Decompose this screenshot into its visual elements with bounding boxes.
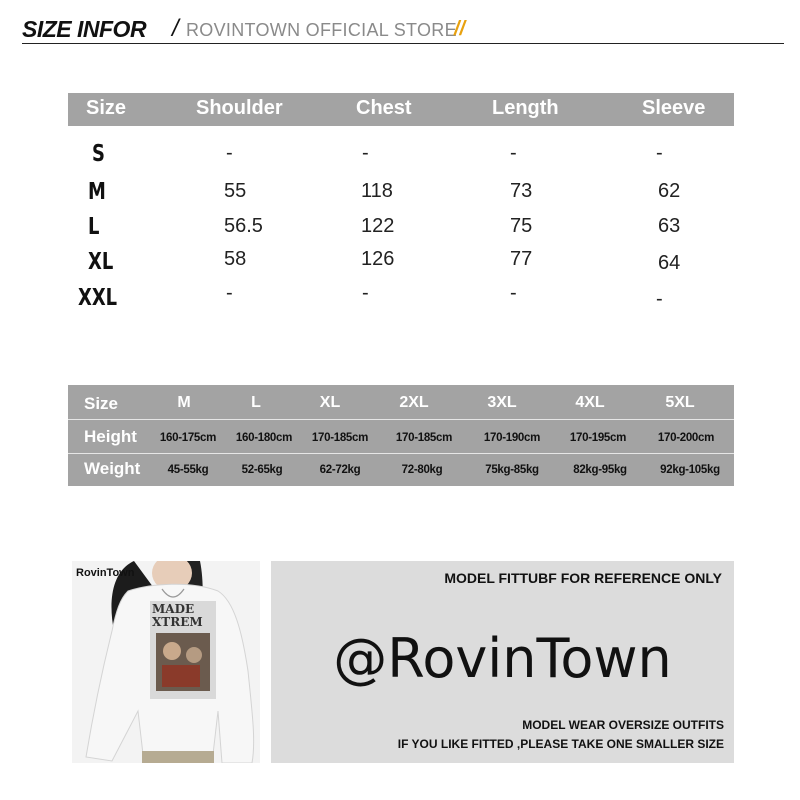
column-header-xl: XL bbox=[319, 394, 341, 411]
weight-value: 62-72kg bbox=[319, 464, 361, 476]
column-header-5xl: 5XL bbox=[665, 394, 695, 411]
height-value: 160-180cm bbox=[235, 432, 293, 444]
height-value: 160-175cm bbox=[159, 432, 217, 444]
height-value: 170-190cm bbox=[483, 432, 541, 444]
store-name: ROVINTOWN OFFICIAL STORE bbox=[186, 20, 457, 40]
column-header-2xl: 2XL bbox=[399, 394, 429, 411]
weight-row bbox=[68, 454, 734, 487]
column-header-m: M bbox=[177, 394, 191, 411]
column-header-size: Size bbox=[84, 394, 119, 413]
sleeve-value: - bbox=[656, 288, 663, 310]
chest-value: 118 bbox=[361, 180, 393, 202]
model-note-line-2: IF YOU LIKE FITTED ,PLEASE TAKE ONE SMALLER SIZE bbox=[397, 737, 724, 751]
size-table-header bbox=[68, 93, 734, 126]
weight-value: 92kg-105kg bbox=[660, 464, 720, 476]
sleeve-value: 63 bbox=[658, 215, 681, 237]
column-header-shoulder: Shoulder bbox=[196, 97, 283, 119]
size-label: S bbox=[92, 141, 105, 167]
header-divider bbox=[22, 43, 784, 44]
page-title: SIZE INFOR bbox=[22, 16, 147, 42]
height-row bbox=[68, 420, 734, 453]
weight-value: 72-80kg bbox=[401, 464, 443, 476]
column-header-sleeve: Sleeve bbox=[642, 97, 706, 119]
table-row bbox=[68, 246, 734, 280]
size-label: XXL bbox=[78, 285, 118, 311]
model-info-title: MODEL FITTUBF FOR REFERENCE ONLY bbox=[444, 570, 722, 586]
length-value: 75 bbox=[510, 215, 533, 237]
fit-table-header-row bbox=[68, 385, 734, 418]
height-label: Height bbox=[84, 427, 137, 446]
column-header-l: L bbox=[251, 394, 261, 411]
sleeve-value: 64 bbox=[658, 252, 681, 274]
weight-value: 75kg-85kg bbox=[485, 464, 539, 476]
column-header-4xl: 4XL bbox=[575, 394, 605, 411]
size-label: L bbox=[88, 214, 100, 240]
table-row bbox=[68, 138, 734, 172]
title-separator: / bbox=[172, 15, 179, 42]
store-handle: @RovinTown bbox=[333, 627, 672, 690]
height-value: 170-185cm bbox=[311, 432, 369, 444]
model-note-line-1: MODEL WEAR OVERSIZE OUTFITS bbox=[522, 718, 724, 732]
table-row bbox=[68, 282, 734, 316]
length-value: - bbox=[510, 142, 517, 164]
model-brand-label: RovinTown bbox=[76, 567, 135, 579]
shoulder-value: 58 bbox=[224, 248, 247, 270]
height-value: 170-195cm bbox=[569, 432, 627, 444]
weight-value: 82kg-95kg bbox=[573, 464, 627, 476]
shirt-print-text: MADE XTREM bbox=[152, 602, 203, 629]
shoulder-value: - bbox=[226, 282, 233, 304]
model-info-box bbox=[271, 561, 734, 763]
table-row bbox=[68, 176, 734, 210]
weight-value: 45-55kg bbox=[167, 464, 209, 476]
shoulder-value: - bbox=[226, 142, 233, 164]
sleeve-value: - bbox=[656, 142, 663, 164]
model-photo bbox=[72, 561, 260, 763]
size-label: XL bbox=[88, 249, 114, 275]
weight-value: 52-65kg bbox=[241, 464, 283, 476]
shoulder-value: 55 bbox=[224, 180, 247, 202]
length-value: 73 bbox=[510, 180, 533, 202]
fit-table bbox=[68, 385, 734, 486]
length-value: - bbox=[510, 282, 517, 304]
chest-value: 122 bbox=[361, 215, 395, 237]
column-header-chest: Chest bbox=[356, 97, 412, 119]
chest-value: 126 bbox=[361, 248, 395, 270]
page-header bbox=[22, 14, 784, 44]
chest-value: - bbox=[362, 142, 369, 164]
shoulder-value: 56.5 bbox=[224, 215, 263, 237]
column-header-length: Length bbox=[492, 97, 559, 119]
weight-label: Weight bbox=[84, 459, 141, 478]
length-value: 77 bbox=[510, 248, 533, 270]
column-header-3xl: 3XL bbox=[487, 394, 517, 411]
column-header-size: Size bbox=[86, 97, 127, 119]
table-row bbox=[68, 211, 734, 245]
model-illustration bbox=[72, 561, 260, 763]
accent-mark: // bbox=[454, 18, 466, 40]
sleeve-value: 62 bbox=[658, 180, 681, 202]
chest-value: - bbox=[362, 282, 369, 304]
height-value: 170-185cm bbox=[395, 432, 453, 444]
size-label: M bbox=[88, 179, 106, 205]
height-value: 170-200cm bbox=[657, 432, 715, 444]
